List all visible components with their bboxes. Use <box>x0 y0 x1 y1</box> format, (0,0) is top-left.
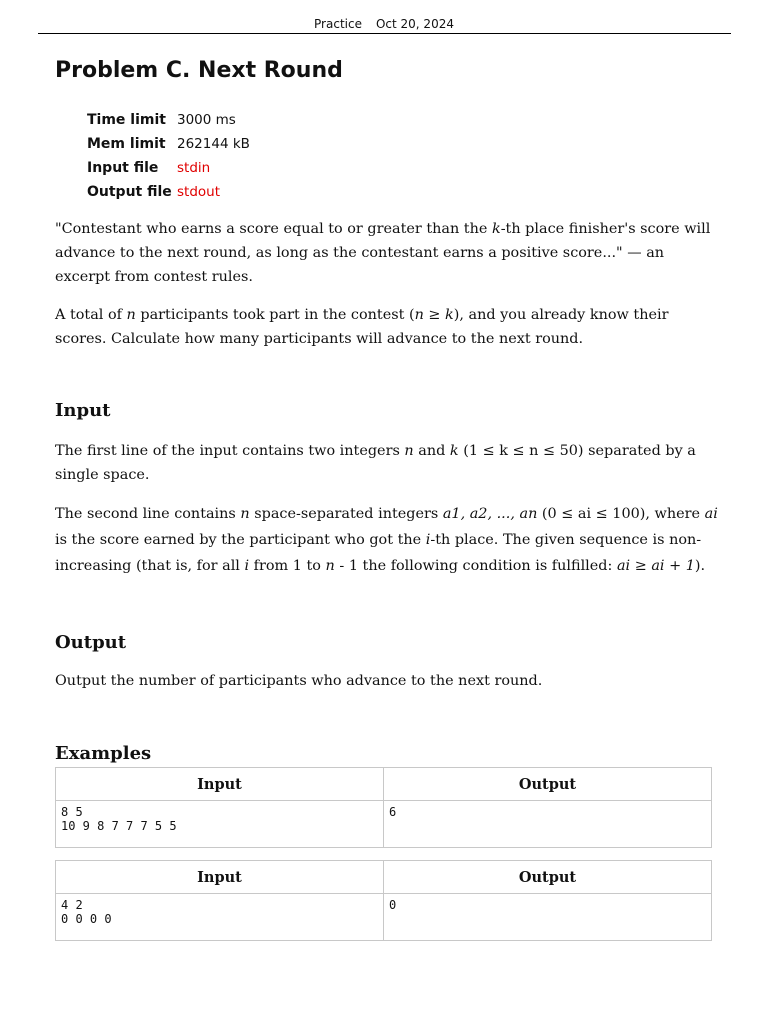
example-input-cell: 8 5 10 9 8 7 7 7 5 5 <box>56 801 384 848</box>
limit-row-time <box>87 108 250 132</box>
limits-table <box>87 108 250 204</box>
example-input-header: Input <box>56 861 384 894</box>
limit-label: Time limit <box>87 112 166 128</box>
input-paragraph-1: The first line of the input contains two integers n and k (1 ≤ k ≤ n ≤ 50) separated by a single space. <box>55 443 696 483</box>
example-output-cell: 6 <box>384 801 712 848</box>
contest-name: Practice <box>314 17 362 31</box>
example-output-header: Output <box>384 861 712 894</box>
statement-paragraph-2: A total of n participants took part in the contest (n ≥ k), and you already know their scores. Calculate how many participants will advance to the next round. <box>55 307 669 347</box>
examples-section-title: Examples <box>55 743 152 764</box>
example-input-header: Input <box>56 768 384 801</box>
example-output-cell: 0 <box>384 894 712 941</box>
limit-label: Input file <box>87 160 159 176</box>
example-table-2 <box>55 860 712 941</box>
limit-value: stdout <box>177 184 221 200</box>
limit-value: 3000 ms <box>177 112 236 128</box>
output-section-title: Output <box>55 632 127 653</box>
limit-value: stdin <box>177 160 211 176</box>
sequence-formula: a1, a2, ..., an <box>442 506 538 522</box>
input-section-title: Input <box>55 400 111 421</box>
example-table-1 <box>55 767 712 848</box>
contest-date: Oct 20, 2024 <box>375 17 454 31</box>
problem-title: Problem C. Next Round <box>55 58 343 83</box>
limit-row-output-file <box>87 180 250 204</box>
example-input-cell: 4 2 0 0 0 0 <box>56 894 384 941</box>
header-divider <box>38 33 731 34</box>
statement-paragraph-1: "Contestant who earns a score equal to or greater than the k-th place finisher's score will advance to the next round, as long as the contestant earns a positive score..." — an excerpt from contest rules. <box>55 221 711 285</box>
limit-label: Mem limit <box>87 136 166 152</box>
limit-row-input-file <box>87 156 250 180</box>
limit-label: Output file <box>87 184 172 200</box>
limit-value: 262144 kB <box>177 136 250 152</box>
input-paragraph-2: The second line contains n space-separated integers a1, a2, ..., an (0 ≤ ai ≤ 100), where ai is the score earned by the participant who got the i-th place. The given sequence is non-increasing (that is, for all i from 1 to n - 1 the following condition is fulfilled: ai ≥ ai + 1). <box>55 506 718 574</box>
page-header <box>0 17 768 31</box>
example-output-header: Output <box>384 768 712 801</box>
limit-row-memory <box>87 132 250 156</box>
output-paragraph: Output the number of participants who advance to the next round. <box>55 673 543 689</box>
